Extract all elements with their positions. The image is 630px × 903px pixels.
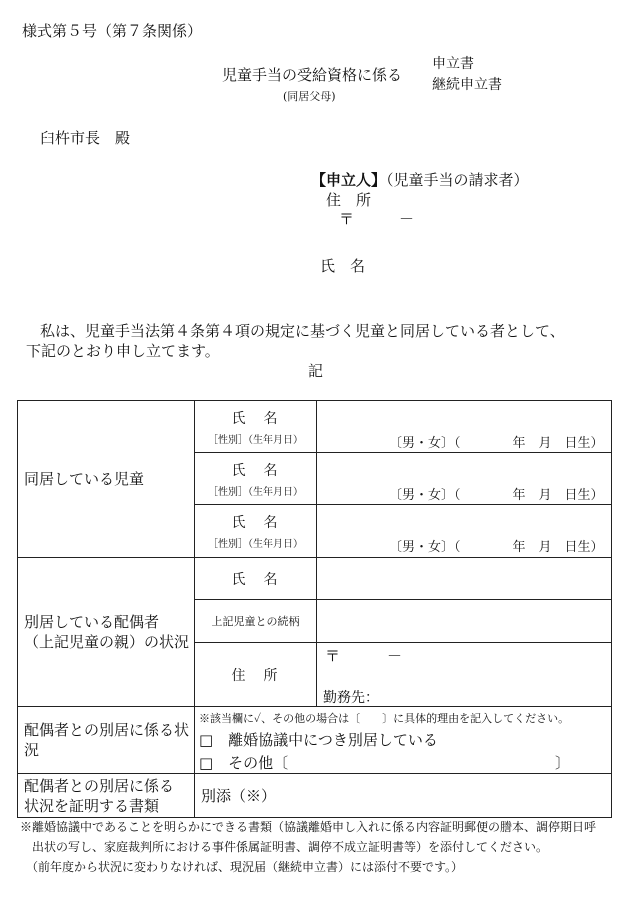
child-3-gender-birthdate: 〔男・女〕（ 年 月 日生） xyxy=(389,540,604,555)
spouse-postal-dash: － xyxy=(387,647,403,665)
footnote-line-1: ※離婚協議中であることを明らかにできる書類（協議離婚申し入れに係る内容証明郵便の謄本、調停期日呼 xyxy=(20,820,597,834)
child-1-gender-birthdate: 〔男・女〕（ 年 月 日生） xyxy=(389,436,604,451)
applicant-heading xyxy=(311,169,529,190)
title-option-application: 申立書 xyxy=(432,56,474,72)
spouse-postal-mark: 〒 xyxy=(325,647,341,665)
applicant-heading-label: 【申立人】 xyxy=(311,171,387,189)
spouse-address-label: 住 所 xyxy=(195,643,317,707)
form-table xyxy=(17,400,612,818)
proof-document-value: 別添（※） xyxy=(195,774,612,818)
applicant-postal-mark: 〒 xyxy=(339,210,355,228)
form-title: 児童手当の受給資格に係る xyxy=(222,66,403,84)
body-line-2: 下記のとおり申し立てます。 xyxy=(26,342,220,360)
applicant-postal-dash: － xyxy=(399,210,415,228)
proof-document-label: 配偶者との別居に係る 状況を証明する書類 xyxy=(18,774,195,818)
child-3-label: 氏 名 ［性別］（生年月日） xyxy=(195,505,317,558)
separation-field xyxy=(195,707,612,774)
option-other[interactable]: □ その他〔 〕 xyxy=(199,754,571,772)
option-divorce-negotiation[interactable]: □ 離婚協議中につき別居している xyxy=(199,731,438,749)
child-1-label: 氏 名 ［性別］（生年月日） xyxy=(195,401,317,453)
spouse-name-field[interactable] xyxy=(317,558,612,600)
children-section-label: 同居している児童 xyxy=(18,401,195,558)
child-1-field[interactable] xyxy=(317,401,612,453)
child-2-label: 氏 名 ［性別］（生年月日） xyxy=(195,453,317,505)
child-2-gender-birthdate: 〔男・女〕（ 年 月 日生） xyxy=(389,488,604,503)
addressee: 臼杵市長 殿 xyxy=(40,129,131,147)
form-subtitle: (同居父母) xyxy=(283,90,336,103)
form-number: 様式第５号（第７条関係） xyxy=(22,22,203,40)
child-2-field[interactable] xyxy=(317,453,612,505)
applicant-heading-note: （児童手当の請求者） xyxy=(386,171,529,189)
title-option-continuation: 継続申立書 xyxy=(432,77,502,93)
applicant-name-label: 氏 名 xyxy=(320,257,366,275)
footnote-line-3: （前年度から状況に変わりなければ、現況届（継続申立書）には添付不要です。） xyxy=(20,860,464,874)
spouse-address-field[interactable] xyxy=(317,643,612,707)
spouse-name-label: 氏 名 xyxy=(195,558,317,600)
ki-mark: 記 xyxy=(308,362,324,380)
body-line-1: 私は、児童手当法第４条第４項の規定に基づく児童と同居している者として、 xyxy=(40,322,565,340)
spouse-section-label: 別居している配偶者 （上記児童の親）の状況 xyxy=(18,558,195,707)
child-3-field[interactable] xyxy=(317,505,612,558)
separation-label: 配偶者との別居に係る状況 xyxy=(18,707,195,774)
spouse-work-label: 勤務先： xyxy=(323,690,379,706)
applicant-address-label: 住 所 xyxy=(326,191,372,209)
footnote-line-2: 出状の写し、家庭裁判所における事件係属証明書、調停不成立証明書等）を添付してください。 xyxy=(20,840,549,854)
separation-note: ※該当欄に✓、その他の場合は〔 〕に具体的理由を記入してください。 xyxy=(199,712,570,725)
spouse-relation-field[interactable] xyxy=(317,600,612,643)
spouse-relation-label: 上記児童との続柄 xyxy=(195,600,317,643)
